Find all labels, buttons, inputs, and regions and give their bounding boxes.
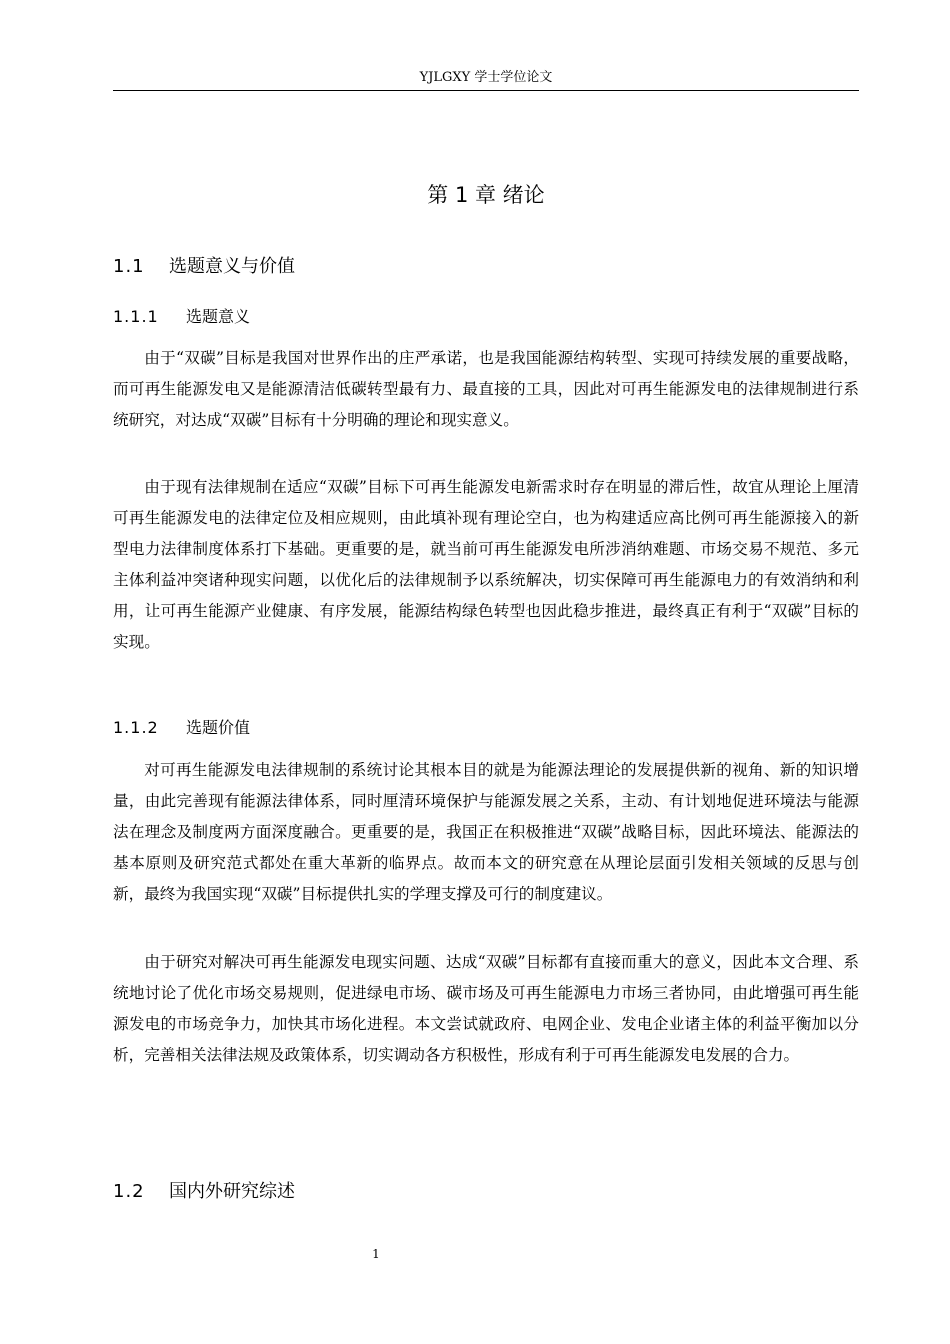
paragraph: 由于“双碳”目标是我国对世界作出的庄严承诺，也是我国能源结构转型、实现可持续发展的重要战略，而可再生能源发电又是能源清洁低碳转型最有力、最直接的工具，因此对可再生能源发电的法律规制进行系统研究，对达成“双碳”目标有十分明确的理论和现实意义。 bbox=[113, 349, 859, 429]
section-number: 1.1 bbox=[113, 256, 145, 277]
section-heading-1-2 bbox=[113, 1179, 295, 1205]
subsection-heading-1-1-1 bbox=[113, 305, 250, 329]
subsection-title: 选题价值 bbox=[186, 718, 251, 737]
header-rule bbox=[113, 90, 859, 91]
section-title: 国内外研究综述 bbox=[169, 1181, 295, 1202]
section-number: 1.2 bbox=[113, 1181, 145, 1202]
subsection-heading-1-1-2 bbox=[113, 716, 250, 740]
paragraph: 由于现有法律规制在适应“双碳”目标下可再生能源发电新需求时存在明显的滞后性，故宜从理论上厘清可再生能源发电的法律定位及相应规则，由此填补现有理论空白，也为构建适应高比例可再生能源接入的新型电力法律制度体系打下基础。更重要的是，就当前可再生能源发电所涉消纳难题、市场交易不规范、多元主体利益冲突诸种现实问题，以优化后的法律规制予以系统解决，切实保障可再生能源电力的有效消纳和利用，让可再生能源产业健康、有序发展，能源结构绿色转型也因此稳步推进，最终真正有利于“双碳”目标的实现。 bbox=[113, 478, 859, 651]
paragraph: 由于研究对解决可再生能源发电现实问题、达成“双碳”目标都有直接而重大的意义，因此本文合理、系统地讨论了优化市场交易规则，促进绿电市场、碳市场及可再生能源电力市场三者协同，由此增强可再生能源发电的市场竞争力，加快其市场化进程。本文尝试就政府、电网企业、发电企业诸主体的利益平衡加以分析，完善相关法律法规及政策体系，切实调动各方积极性，形成有利于可再生能源发电发展的合力。 bbox=[113, 953, 859, 1064]
page-number: 1 bbox=[372, 1247, 380, 1261]
subsection-title: 选题意义 bbox=[186, 307, 251, 326]
subsection-number: 1.1.2 bbox=[113, 718, 159, 737]
subsection-number: 1.1.1 bbox=[113, 307, 159, 326]
section-heading-1-1 bbox=[113, 254, 295, 280]
running-header: YJLGXY 学士学位论文 bbox=[419, 70, 553, 85]
paragraph: 对可再生能源发电法律规制的系统讨论其根本目的就是为能源法理论的发展提供新的视角、新的知识增量，由此完善现有能源法律体系，同时厘清环境保护与能源发展之关系，主动、有计划地促进环境法与能源法在理念及制度两方面深度融合。更重要的是，我国正在积极推进“双碳”战略目标，因此环境法、能源法的基本原则及研究范式都处在重大革新的临界点。故而本文的研究意在从理论层面引发相关领域的反思与创新，最终为我国实现“双碳”目标提供扎实的学理支撑及可行的制度建议。 bbox=[113, 761, 859, 903]
chapter-title: 第 1 章 绪论 bbox=[427, 183, 545, 207]
section-title: 选题意义与价值 bbox=[169, 256, 295, 277]
